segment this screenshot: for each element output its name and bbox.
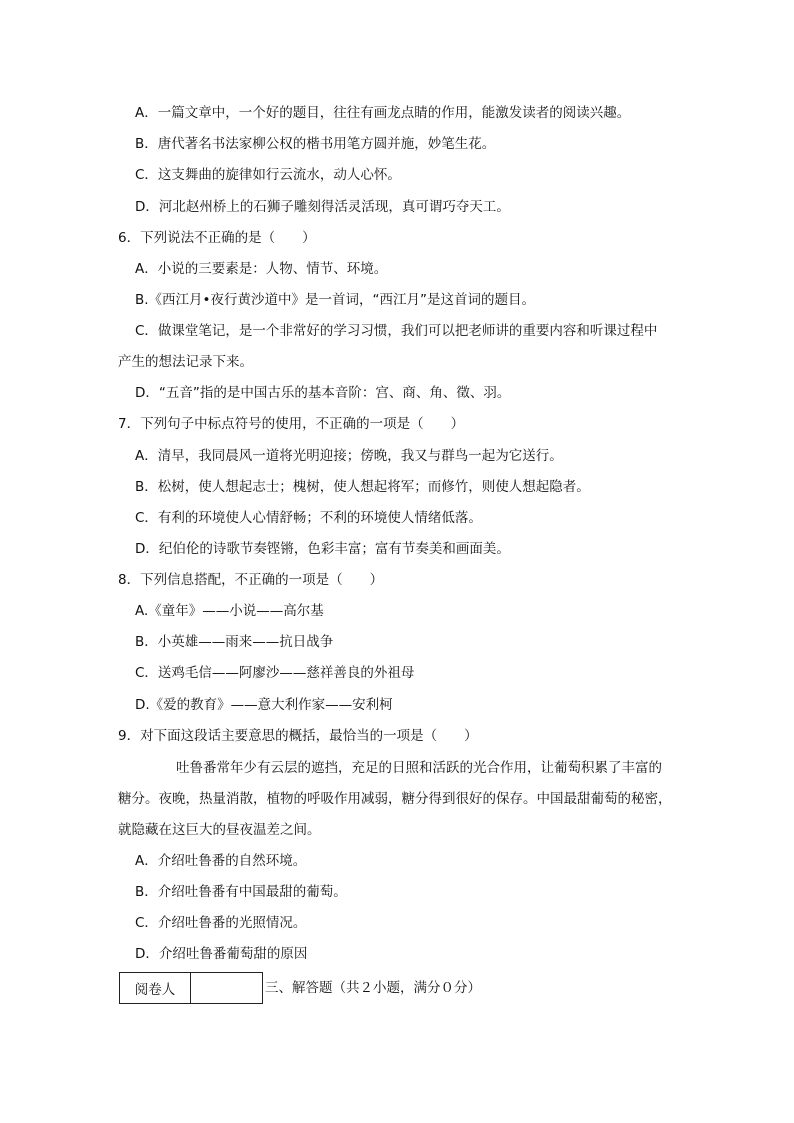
q9-option-d: D．介绍吐鲁番葡萄甜的原因 — [135, 946, 308, 962]
grader-box — [119, 972, 263, 1004]
q6-option-a: A．小说的三要素是：人物、情节、环境。 — [135, 261, 388, 277]
q9-passage-line-2: 糖分。夜晚，热量消散，植物的呼吸作用减弱，糖分得到很好的保存。中国最甜葡萄的秘密， — [118, 791, 672, 807]
q9-option-a: A．介绍吐鲁番的自然环境。 — [135, 853, 307, 869]
grader-signature-cell — [191, 973, 262, 1003]
q6-option-b: B.《西江月•夜行黄沙道中》是一首词，“西江月”是这首词的题目。 — [135, 292, 536, 308]
q7-option-a: A．清早，我同晨风一道将光明迎接；傍晚，我又与群鸟一起为它送行。 — [135, 448, 563, 464]
q6-option-c: C．做课堂笔记，是一个非常好的学习习惯，我们可以把老师讲的重要内容和听课过程中 — [135, 323, 658, 339]
q6-option-c-continued: 产生的想法记录下来。 — [118, 354, 253, 370]
q9-passage-line-3: 就隐藏在这巨大的昼夜温差之间。 — [118, 822, 321, 838]
q6-stem: 6．下列说法不正确的是（ ） — [118, 230, 316, 246]
q8-option-a: A.《童年》——小说——高尔基 — [135, 603, 324, 619]
q7-option-d: D．纪伯伦的诗歌节奏铿锵，色彩丰富；富有节奏美和画面美。 — [135, 541, 510, 557]
section-heading: 三、解答题（共２小题，满分０分） — [265, 980, 481, 996]
q8-option-b: B．小英雄——雨来——抗日战争 — [135, 634, 334, 650]
q5-option-d: D．河北赵州桥上的石狮子雕刻得活灵活现，真可谓巧夺天工。 — [135, 199, 510, 215]
q7-option-b: B．松树，使人想起志士；槐树，使人想起将军；而修竹，则使人想起隐者。 — [135, 479, 590, 495]
q6-option-d: D．“五音”指的是中国古乐的基本音阶：宫、商、角、徵、羽。 — [135, 385, 511, 401]
q9-passage-line-1: 吐鲁番常年少有云层的遮挡，充足的日照和活跃的光合作用，让葡萄积累了丰富的 — [176, 760, 662, 776]
q8-option-d: D.《爱的教育》——意大利作家——安利柯 — [135, 697, 393, 713]
q5-option-a: A．一篇文章中，一个好的题目，往往有画龙点睛的作用，能激发读者的阅读兴趣。 — [135, 105, 631, 121]
grader-label: 阅卷人 — [120, 973, 191, 1003]
q9-option-c: C．介绍吐鲁番的光照情况。 — [135, 915, 307, 931]
q9-stem: 9．对下面这段话主要意思的概括，最恰当的一项是（ ） — [118, 728, 478, 744]
q5-option-c: C．这支舞曲的旋律如行云流水，动人心怀。 — [135, 167, 401, 183]
q8-option-c: C．送鸡毛信——阿廖沙——慈祥善良的外祖母 — [135, 665, 415, 681]
q9-option-b: B．介绍吐鲁番有中国最甜的葡萄。 — [135, 884, 347, 900]
q8-stem: 8．下列信息搭配，不正确的一项是（ ） — [118, 572, 384, 588]
q7-stem: 7．下列句子中标点符号的使用，不正确的一项是（ ） — [118, 416, 465, 432]
q5-option-b: B．唐代著名书法家柳公权的楷书用笔方圆并施，妙笔生花。 — [135, 136, 496, 152]
q7-option-c: C．有利的环境使人心情舒畅；不利的环境使人情绪低落。 — [135, 510, 482, 526]
